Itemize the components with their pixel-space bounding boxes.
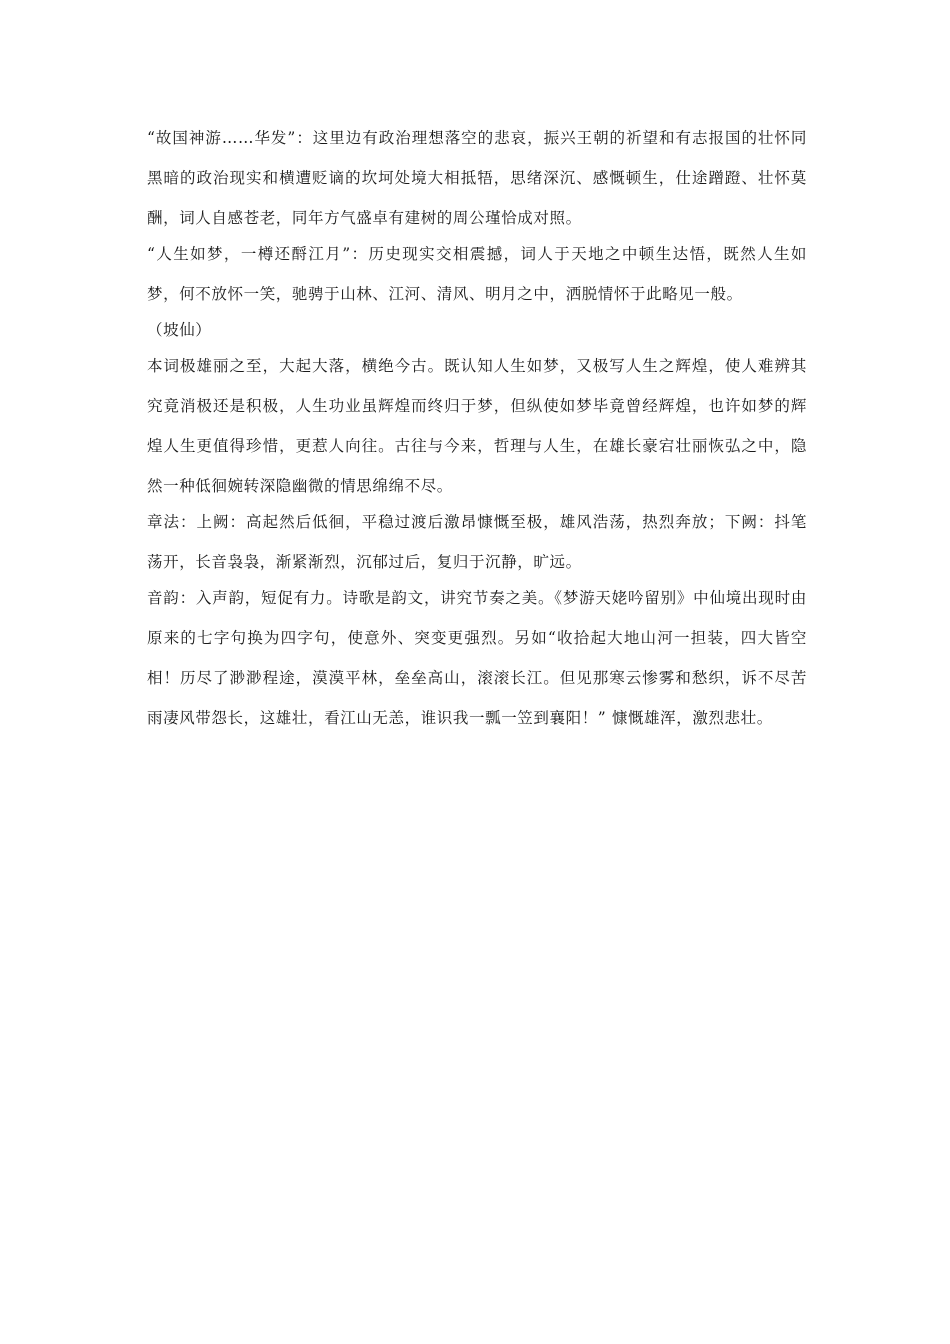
- paragraph-ci-overview: 本词极雄丽之至，大起大落，横绝今古。既认知人生如梦，又极写人生之辉煌，使人难辨其究竟消极还是积极，人生功业虽辉煌而终归于梦，但纵使如梦毕竟曾经辉煌，也许如梦的辉煌人生更值得珍惜，更惹人向往。古往与今来，哲理与人生，在雄长豪宕壮丽恢弘之中，隐然一种低徊婉转深隐幽微的情思绵绵不尽。: [147, 357, 807, 495]
- paragraph-yinyun: 音韵：入声韵，短促有力。诗歌是韵文，讲究节奏之美。《梦游天姥吟留别》中仙境出现时由原来的七字句换为四字句，使意外、突变更强烈。另如“收拾起大地山河一担装，四大皆空相！历尽了渺渺程途，漠漠平林，垒垒高山，滚滚长江。但见那寒云惨雾和愁织，诉不尽苦雨凄风带怨长，这雄壮，看江山无恙，谁识我一瓢一笠到襄阳！” 慷慨雄浑，激烈悲壮。: [147, 589, 807, 727]
- paragraph-guguo-shenyou: “故国神游……华发”：这里边有政治理想落空的悲哀，振兴王朝的祈望和有志报国的壮怀同黑暗的政治现实和横遭贬谪的坎坷处境大相抵牾，思绪深沉、感慨顿生，仕途蹭蹬、壮怀莫酬，词人自感苍老，同年方气盛卓有建树的周公瑾恰成对照。: [147, 129, 807, 227]
- paragraph-poxian: （坡仙）: [147, 321, 212, 339]
- document-body: [147, 118, 807, 738]
- paragraph-rensheng-rumeng: “人生如梦，一樽还酹江月”：历史现实交相震撼，词人于天地之中顿生达悟，既然人生如梦，何不放怀一笑，驰骋于山林、江河、清风、明月之中，洒脱情怀于此略见一般。: [147, 245, 807, 303]
- paragraph-zhangfa: 章法：上阙：高起然后低徊，平稳过渡后激昂慷慨至极，雄风浩荡，热烈奔放；下阙：抖笔荡开，长音袅袅，渐紧渐烈，沉郁过后，复归于沉静，旷远。: [147, 513, 807, 571]
